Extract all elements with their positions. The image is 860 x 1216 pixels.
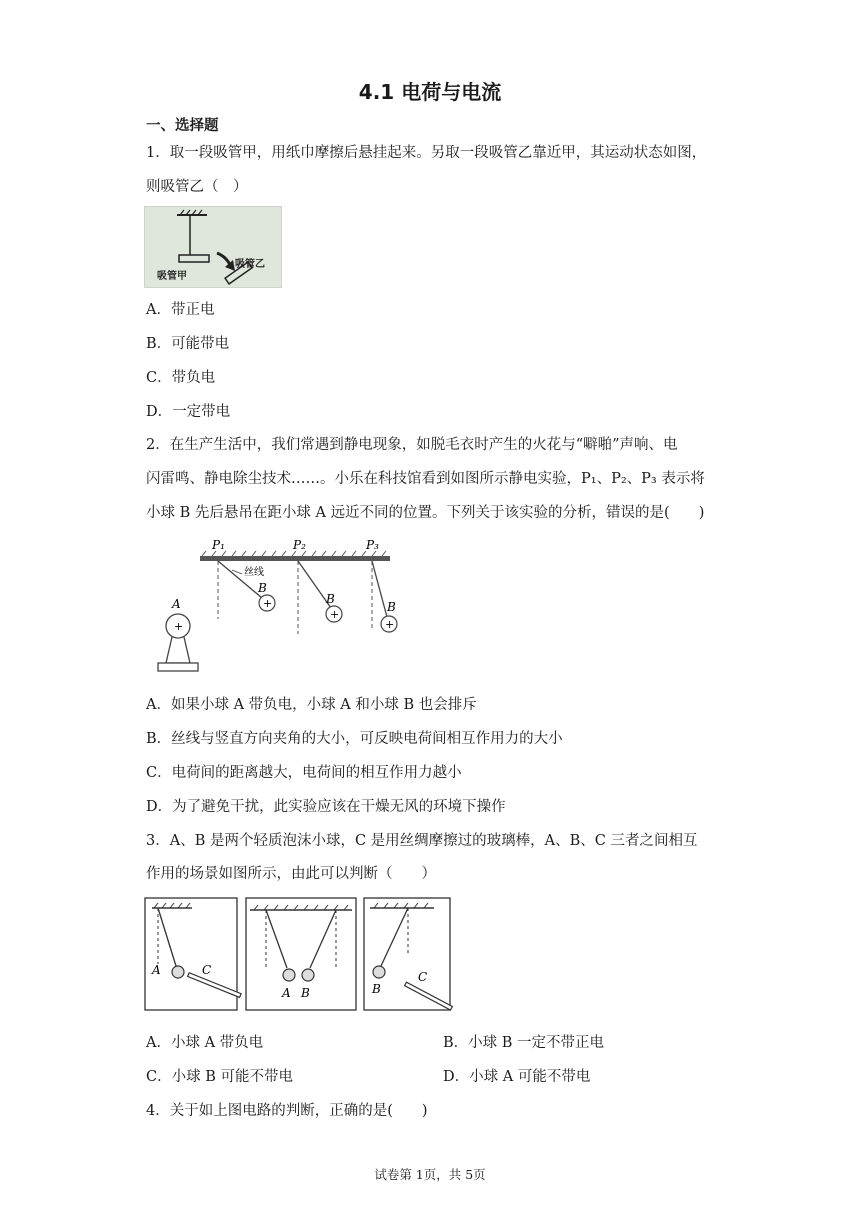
plus-b3: + bbox=[385, 618, 395, 631]
q3-option-c[interactable]: C．小球 B 可能不带电 bbox=[146, 1069, 293, 1085]
q2-line-3: 小球 B 先后悬吊在距小球 A 远近不同的位置。下列关于该实验的分析，错误的是( ) bbox=[146, 505, 705, 521]
q1-straw-diagram bbox=[145, 207, 281, 287]
q1-option-a[interactable]: A．带正电 bbox=[146, 302, 215, 318]
label-b2: B bbox=[326, 592, 335, 606]
label-p2: P₂ bbox=[293, 538, 306, 552]
panel1-label-a: A bbox=[152, 963, 161, 977]
panel1-label-c: C bbox=[202, 963, 212, 977]
q1-line-1: 1．取一段吸管甲，用纸巾摩擦后悬挂起来。另取一段吸管乙靠近甲，其运动状态如图， bbox=[146, 145, 707, 161]
label-straw-yi: 吸管乙 bbox=[235, 259, 265, 270]
plus-a: + bbox=[174, 620, 184, 633]
plus-b2: + bbox=[330, 608, 340, 621]
q2-option-d[interactable]: D．为了避免干扰，此实验应该在干燥无风的环境下操作 bbox=[146, 799, 506, 815]
q3-line-1: 3．A、B 是两个轻质泡沫小球，C 是用丝绸摩擦过的玻璃棒，A、B、C 三者之间相互 bbox=[146, 833, 698, 849]
q3-line-2: 作用的场景如图所示，由此可以判断（ ） bbox=[146, 866, 436, 882]
label-b1: B bbox=[258, 581, 267, 595]
q4-line-1: 4．关于如上图电路的判断，正确的是( ) bbox=[146, 1103, 428, 1119]
page-title: 4.1 电荷与电流 bbox=[358, 80, 502, 104]
q2-option-c[interactable]: C．电荷间的距离越大，电荷间的相互作用力越小 bbox=[146, 765, 462, 781]
q2-option-a[interactable]: A．如果小球 A 带负电，小球 A 和小球 B 也会排斥 bbox=[146, 697, 477, 713]
q2-line-2: 闪雷鸣、静电除尘技术……。小乐在科技馆看到如图所示静电实验，P₁、P₂、P₃ 表示将 bbox=[146, 471, 705, 487]
label-thread: 丝线 bbox=[244, 567, 264, 578]
plus-b1: + bbox=[263, 597, 273, 610]
panel2-label-a: A bbox=[282, 986, 291, 1000]
label-a: A bbox=[172, 597, 181, 611]
panel3-label-c: C bbox=[418, 970, 428, 984]
q1-option-d[interactable]: D．一定带电 bbox=[146, 404, 231, 420]
label-straw-jia: 吸管甲 bbox=[157, 271, 187, 282]
q3-option-b[interactable]: B．小球 B 一定不带正电 bbox=[443, 1035, 605, 1051]
q3-option-d[interactable]: D．小球 A 可能不带电 bbox=[443, 1069, 591, 1085]
panel3-label-b: B bbox=[372, 982, 381, 996]
page-footer: 试卷第 1页，共 5页 bbox=[374, 1167, 486, 1182]
label-p3: P₃ bbox=[366, 538, 379, 552]
q2-line-1: 2．在生产生活中，我们常遇到静电现象，如脱毛衣时产生的火花与“噼啪”声响、电 bbox=[146, 437, 678, 453]
panel2-label-b: B bbox=[301, 986, 310, 1000]
q2-electrostatic-diagram bbox=[150, 534, 420, 680]
section-heading: 一、选择题 bbox=[146, 117, 219, 134]
label-b3: B bbox=[387, 600, 396, 614]
q2-option-b[interactable]: B．丝线与竖直方向夹角的大小，可反映电荷间相互作用力的大小 bbox=[146, 731, 563, 747]
q3-interaction-diagram bbox=[144, 896, 454, 1014]
q3-option-a[interactable]: A．小球 A 带负电 bbox=[146, 1035, 264, 1051]
q1-option-b[interactable]: B．可能带电 bbox=[146, 336, 230, 352]
q1-line-2: 则吸管乙（ ） bbox=[146, 179, 248, 195]
q1-option-c[interactable]: C．带负电 bbox=[146, 370, 216, 386]
label-p1: P₁ bbox=[212, 538, 225, 552]
q1-straw-figure bbox=[144, 206, 282, 288]
